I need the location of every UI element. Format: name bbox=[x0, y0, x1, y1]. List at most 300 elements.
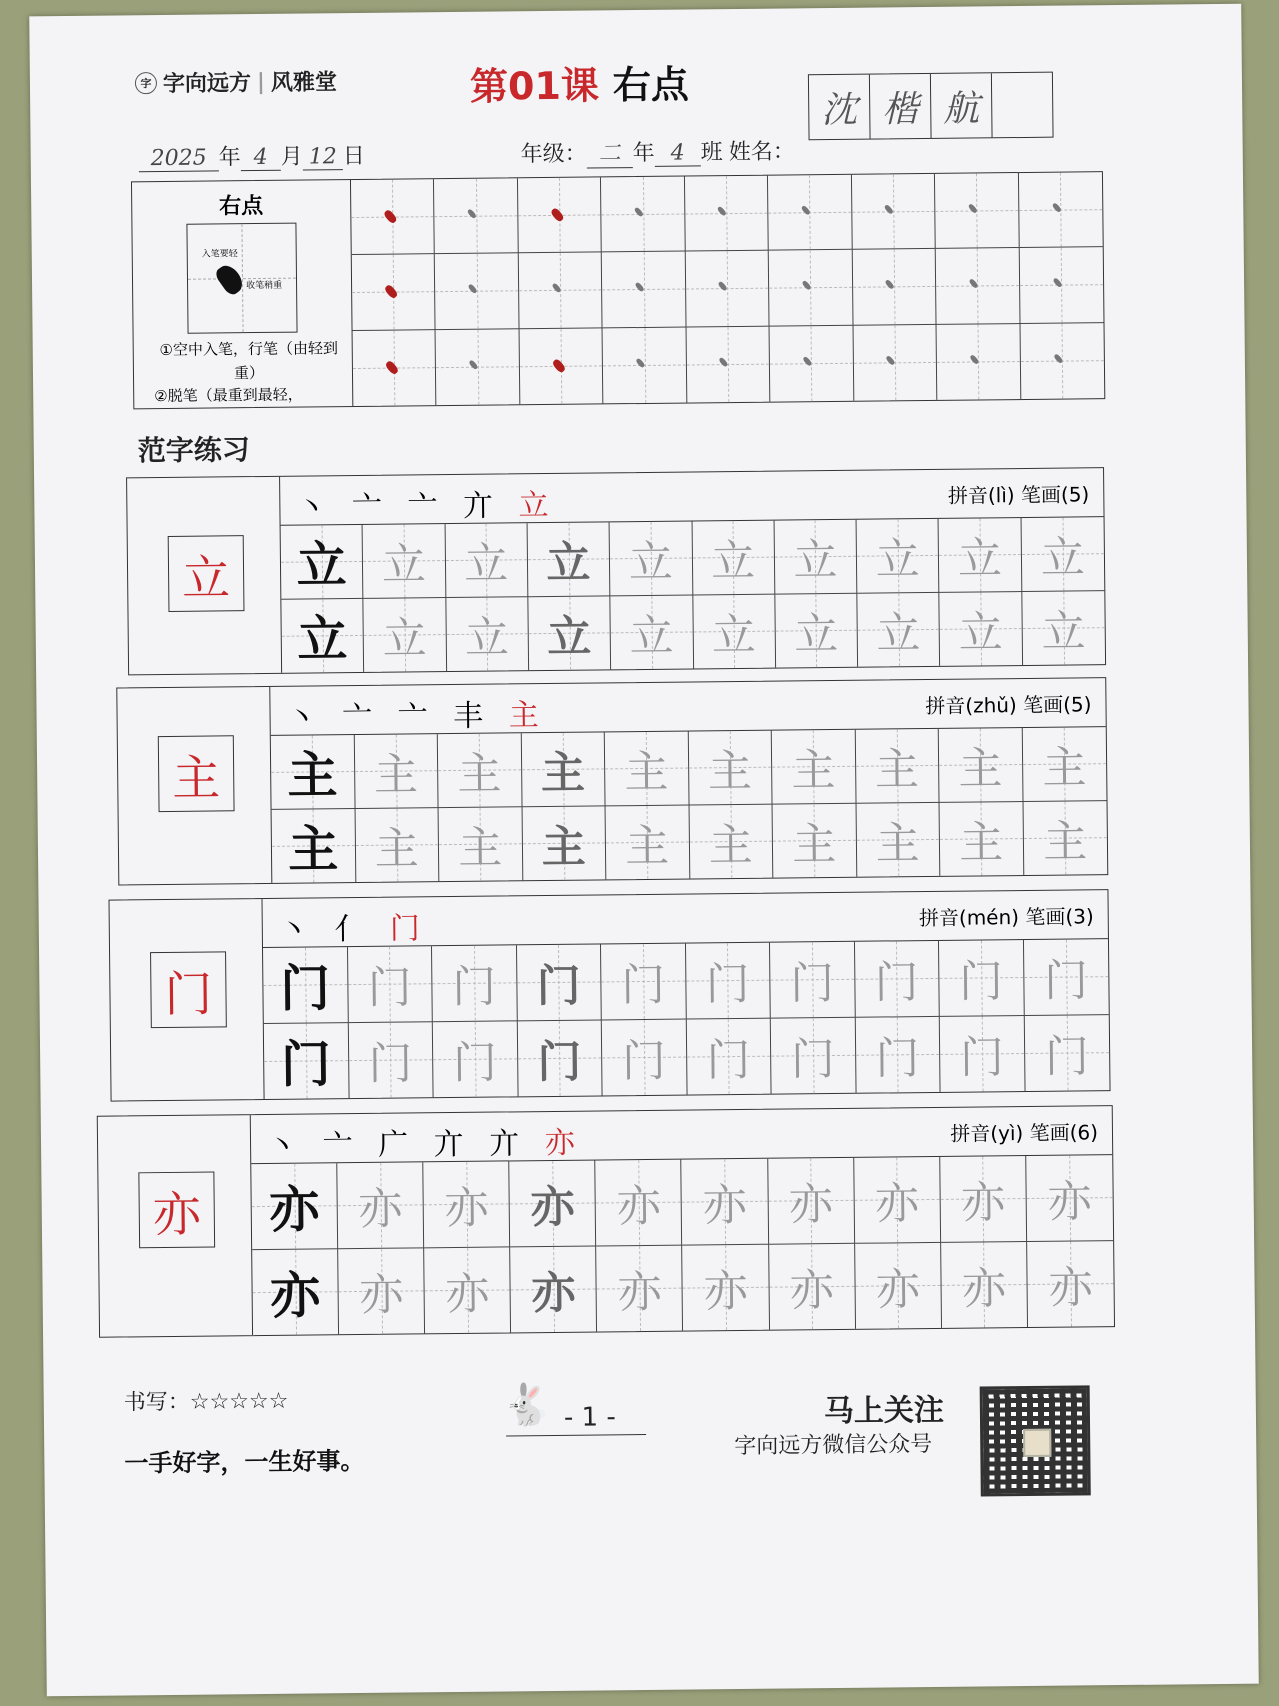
writing-cell[interactable] bbox=[771, 1017, 856, 1093]
name-char: 航 bbox=[931, 73, 993, 138]
writing-cell[interactable] bbox=[363, 524, 446, 598]
writing-cell[interactable] bbox=[939, 728, 1023, 802]
writing-cell[interactable] bbox=[605, 732, 689, 806]
traced-character: 门 bbox=[368, 1038, 413, 1091]
stroke-grid-cell[interactable] bbox=[852, 174, 936, 250]
right-dot-stroke-icon bbox=[717, 205, 727, 216]
stroke-grid-cell[interactable] bbox=[603, 327, 687, 403]
writing-cell[interactable] bbox=[433, 1021, 518, 1097]
name-char: 沈 bbox=[809, 75, 871, 140]
writing-rating bbox=[124, 1384, 289, 1417]
lesson-number: 第01课 bbox=[469, 63, 600, 109]
writing-cell[interactable] bbox=[596, 1160, 683, 1246]
writing-cell[interactable] bbox=[682, 1159, 769, 1245]
model-character: 门 bbox=[279, 959, 331, 1019]
right-dot-stroke-icon bbox=[885, 279, 895, 290]
writing-cell[interactable] bbox=[688, 731, 772, 805]
writing-grid[interactable] bbox=[251, 1155, 1114, 1335]
traced-character: 主 bbox=[708, 820, 753, 872]
traced-character: 亦 bbox=[359, 1269, 404, 1322]
writing-cell[interactable] bbox=[857, 519, 940, 593]
traced-character: 立 bbox=[629, 610, 674, 663]
writing-cell[interactable] bbox=[769, 1243, 856, 1329]
writing-cell[interactable] bbox=[855, 1242, 942, 1328]
traced-character: 主 bbox=[958, 817, 1004, 869]
star-rating-icon[interactable]: ☆☆☆☆☆ bbox=[189, 1388, 289, 1415]
class-label: 班 bbox=[700, 140, 723, 166]
practice-block-li bbox=[126, 467, 1106, 675]
writing-cell[interactable] bbox=[517, 1020, 602, 1096]
writing-cell[interactable] bbox=[601, 944, 686, 1020]
traced-character: 门 bbox=[789, 958, 835, 1010]
stroke-order-final: 门 bbox=[389, 911, 429, 947]
wechat-account-label: 字向远方微信公众号 bbox=[734, 1432, 933, 1460]
stroke-panel-title: 右点 bbox=[219, 193, 264, 220]
traced-character: 亦 bbox=[445, 1268, 490, 1321]
traced-character: 立 bbox=[876, 608, 921, 660]
writing-cell[interactable] bbox=[528, 596, 611, 670]
traced-character: 主 bbox=[707, 746, 753, 798]
char-info bbox=[948, 478, 1090, 508]
traced-character: 主 bbox=[1042, 742, 1087, 795]
traced-character: 门 bbox=[874, 957, 919, 1009]
date-year[interactable]: 2025 bbox=[139, 145, 219, 172]
demo-label-exit: 收笔稍重 bbox=[246, 280, 283, 292]
writing-cell[interactable] bbox=[510, 1246, 597, 1332]
right-dot-stroke-icon bbox=[467, 208, 477, 219]
stroke-grid-cell[interactable] bbox=[601, 177, 685, 253]
char-info bbox=[925, 688, 1091, 719]
writing-cell[interactable] bbox=[855, 1016, 940, 1092]
traced-character: 主 bbox=[791, 819, 837, 871]
char-info bbox=[919, 900, 1094, 931]
writing-cell[interactable] bbox=[940, 592, 1023, 666]
stroke-grid-cell[interactable] bbox=[852, 249, 936, 325]
name-label: 姓名： bbox=[728, 139, 795, 166]
stroke-grid-cell[interactable] bbox=[937, 324, 1021, 400]
right-dot-stroke-icon bbox=[468, 359, 478, 370]
right-dot-stroke-icon bbox=[886, 355, 896, 366]
page-number-underline bbox=[506, 1434, 646, 1436]
traced-character: 亦 bbox=[960, 1177, 1006, 1229]
writing-grid[interactable] bbox=[271, 727, 1107, 883]
writing-cell[interactable] bbox=[854, 1157, 941, 1243]
writing-cell[interactable] bbox=[516, 944, 601, 1020]
traced-character: 门 bbox=[1043, 955, 1089, 1008]
stroke-order-final: 亦 bbox=[544, 1125, 583, 1162]
writing-cell[interactable] bbox=[338, 1248, 425, 1334]
traced-character: 门 bbox=[790, 1034, 836, 1086]
class-line bbox=[521, 134, 795, 169]
writing-cell[interactable] bbox=[1021, 517, 1104, 591]
stroke-grid-cell[interactable] bbox=[518, 177, 602, 253]
writing-cell[interactable] bbox=[856, 802, 940, 876]
writing-cell[interactable] bbox=[941, 1242, 1028, 1328]
year-label: 年 bbox=[218, 145, 241, 171]
page-title bbox=[470, 53, 689, 110]
right-dot-stroke-icon bbox=[884, 204, 894, 215]
pinyin: (zhǔ) bbox=[965, 693, 1017, 718]
model-character: 主 bbox=[287, 820, 339, 879]
writing-cell[interactable] bbox=[685, 943, 770, 1019]
pinyin: (lì) bbox=[987, 483, 1015, 508]
model-character: 立 bbox=[296, 536, 347, 595]
traced-character: 门 bbox=[452, 1037, 498, 1090]
right-dot-stroke-icon bbox=[382, 208, 397, 224]
writing-cell[interactable] bbox=[355, 808, 439, 882]
traced-character: 主 bbox=[958, 743, 1003, 795]
name-field[interactable] bbox=[808, 72, 1054, 141]
stroke-grid-cell[interactable] bbox=[770, 325, 854, 401]
writing-cell[interactable] bbox=[940, 802, 1024, 876]
writing-cell[interactable] bbox=[689, 804, 773, 878]
name-char: 楷 bbox=[870, 74, 932, 139]
writing-cell[interactable] bbox=[693, 594, 776, 668]
traced-character: 亦 bbox=[875, 1264, 921, 1316]
traced-character: 亦 bbox=[530, 1181, 575, 1234]
writing-grid[interactable] bbox=[281, 517, 1105, 673]
model-char-box: 门 bbox=[150, 951, 227, 1028]
traced-character: 主 bbox=[624, 820, 670, 873]
stroke-order bbox=[279, 903, 429, 949]
right-dot-stroke-icon bbox=[967, 203, 977, 214]
writing-cell[interactable] bbox=[432, 945, 517, 1021]
traced-character: 亦 bbox=[874, 1178, 920, 1230]
traced-character: 门 bbox=[367, 962, 412, 1015]
writing-cell[interactable] bbox=[423, 1161, 510, 1247]
stroke-grid-cell[interactable] bbox=[351, 179, 435, 255]
writing-cell[interactable] bbox=[611, 595, 694, 669]
right-dot-stroke-icon bbox=[635, 357, 645, 368]
pinyin: (yì) bbox=[990, 1121, 1024, 1146]
page-number: - 1 - bbox=[563, 1402, 616, 1433]
grade-year-label: 年 bbox=[632, 140, 655, 167]
writing-cell[interactable] bbox=[252, 1249, 339, 1335]
stroke-grid-cell[interactable] bbox=[436, 329, 520, 405]
writing-cell[interactable] bbox=[521, 732, 605, 806]
pinyin-label: 拼音 bbox=[918, 905, 960, 931]
stroke-order-steps: 丶 亻 bbox=[278, 911, 373, 948]
writing-cell[interactable] bbox=[364, 598, 447, 672]
writing-cell[interactable] bbox=[773, 803, 857, 877]
stroke-order bbox=[286, 690, 547, 737]
right-dot-stroke-icon bbox=[802, 356, 812, 367]
writing-cell[interactable] bbox=[1027, 1241, 1114, 1327]
strokes-label: 笔画 bbox=[1023, 692, 1064, 718]
traced-character: 主 bbox=[457, 748, 502, 801]
demo-label-entry: 入笔要轻 bbox=[201, 249, 238, 260]
stroke-grid-cell[interactable] bbox=[936, 248, 1020, 324]
traced-character: 主 bbox=[374, 823, 419, 876]
writing-cell[interactable] bbox=[424, 1247, 511, 1333]
stroke-order-steps: 丶 亠 亠 丰 bbox=[286, 698, 492, 736]
model-character: 亦 bbox=[268, 1180, 320, 1240]
right-dot-stroke-icon bbox=[551, 283, 561, 294]
stroke-order bbox=[267, 1118, 583, 1165]
traced-character: 亦 bbox=[1048, 1262, 1093, 1315]
stroke-note-1: ①空中入笔，行笔（由轻到重） bbox=[159, 339, 339, 383]
model-character: 主 bbox=[287, 746, 338, 805]
writing-cell[interactable] bbox=[445, 523, 528, 597]
stroke-grid-cell[interactable] bbox=[435, 254, 519, 330]
writing-cell[interactable] bbox=[610, 521, 693, 595]
traced-character: 主 bbox=[541, 821, 586, 874]
right-dot-stroke-icon bbox=[549, 207, 564, 223]
writing-cell[interactable] bbox=[263, 947, 348, 1023]
writing-cell[interactable] bbox=[772, 730, 856, 804]
stroke-demo-box bbox=[186, 223, 297, 334]
writing-cell[interactable] bbox=[775, 593, 858, 667]
writing-cell[interactable] bbox=[940, 1016, 1025, 1092]
writing-cell[interactable] bbox=[348, 1022, 433, 1098]
stroke-note-2: ②脱笔（最重到最轻， bbox=[154, 385, 303, 406]
traced-character: 主 bbox=[373, 749, 419, 802]
traced-character: 主 bbox=[791, 745, 836, 797]
traced-character: 立 bbox=[710, 536, 756, 588]
right-dot-stroke-icon bbox=[384, 359, 399, 375]
traced-character: 主 bbox=[624, 746, 669, 799]
writing-cell[interactable] bbox=[527, 522, 610, 596]
class-field[interactable]: 4 bbox=[655, 140, 701, 166]
model-char-box: 主 bbox=[158, 735, 235, 812]
strokes-label: 笔画 bbox=[1020, 482, 1062, 508]
traced-character: 主 bbox=[875, 818, 920, 870]
writing-cell[interactable] bbox=[854, 941, 939, 1017]
traced-character: 立 bbox=[464, 612, 510, 665]
traced-character: 门 bbox=[537, 1036, 582, 1089]
writing-cell[interactable] bbox=[438, 733, 522, 807]
stroke-count: (3) bbox=[1065, 904, 1094, 929]
right-dot-stroke-icon bbox=[968, 278, 978, 289]
writing-cell[interactable] bbox=[446, 597, 529, 671]
traced-character: 立 bbox=[711, 610, 757, 662]
right-dot-stroke-icon bbox=[1052, 277, 1062, 288]
traced-character: 立 bbox=[381, 539, 427, 591]
writing-cell[interactable] bbox=[348, 946, 433, 1022]
right-dot-stroke-icon bbox=[634, 206, 644, 217]
model-character: 立 bbox=[297, 610, 348, 669]
stroke-grid-cell[interactable] bbox=[686, 326, 770, 402]
writing-cell[interactable] bbox=[1022, 727, 1106, 801]
follow-heading: 马上关注 bbox=[823, 1392, 945, 1430]
stroke-practice-panel bbox=[131, 171, 1105, 409]
writing-cell[interactable] bbox=[1023, 939, 1108, 1015]
traced-character: 亦 bbox=[444, 1182, 489, 1235]
traced-character: 立 bbox=[957, 533, 1003, 585]
traced-character: 亦 bbox=[617, 1267, 662, 1319]
traced-character: 立 bbox=[547, 611, 592, 664]
traced-character: 门 bbox=[706, 1035, 751, 1087]
traced-character: 立 bbox=[1041, 606, 1086, 659]
writing-cell[interactable] bbox=[354, 734, 438, 808]
writing-cell[interactable] bbox=[522, 806, 606, 880]
pinyin-label: 拼音 bbox=[925, 693, 966, 719]
traced-character: 亦 bbox=[703, 1266, 748, 1318]
traced-character: 亦 bbox=[789, 1265, 835, 1317]
right-dot-stroke-icon bbox=[1053, 353, 1063, 364]
rabbit-icon: 🐇 bbox=[501, 1381, 552, 1429]
pinyin-label: 拼音 bbox=[950, 1121, 991, 1146]
traced-character: 亦 bbox=[961, 1263, 1007, 1315]
rating-label: 书写： bbox=[123, 1389, 190, 1416]
right-dot-stroke-icon bbox=[1051, 202, 1061, 213]
stroke-order-final: 主 bbox=[508, 698, 547, 734]
right-dot-stroke-icon bbox=[969, 354, 979, 365]
writing-cell[interactable] bbox=[1026, 1155, 1113, 1241]
traced-character: 门 bbox=[705, 959, 750, 1011]
stroke-grid-cell[interactable] bbox=[935, 173, 1019, 249]
writing-cell[interactable] bbox=[606, 805, 690, 879]
stroke-grid-cell[interactable] bbox=[686, 251, 770, 327]
traced-character: 亦 bbox=[702, 1180, 748, 1232]
traced-character: 亦 bbox=[788, 1179, 834, 1231]
stroke-grid-cell[interactable] bbox=[353, 330, 437, 406]
stroke-grid-cell[interactable] bbox=[519, 253, 603, 329]
writing-cell[interactable] bbox=[683, 1244, 770, 1330]
model-character: 亦 bbox=[269, 1266, 321, 1326]
grade-label: 年级： bbox=[520, 141, 587, 168]
right-dot-stroke-icon bbox=[719, 356, 729, 367]
traced-character: 门 bbox=[536, 960, 581, 1013]
stroke-practice-grid[interactable] bbox=[351, 172, 1104, 406]
qr-code-icon[interactable] bbox=[980, 1385, 1091, 1496]
stroke-grid-cell[interactable] bbox=[1019, 247, 1103, 323]
model-char-box: 立 bbox=[168, 535, 245, 612]
writing-cell[interactable] bbox=[439, 807, 523, 881]
stroke-grid-cell[interactable] bbox=[1020, 323, 1104, 399]
writing-cell[interactable] bbox=[855, 729, 939, 803]
writing-cell[interactable] bbox=[281, 598, 364, 672]
traced-character: 亦 bbox=[1047, 1176, 1092, 1229]
traced-character: 门 bbox=[1044, 1031, 1090, 1084]
date-day[interactable]: 12 bbox=[303, 144, 343, 170]
model-character: 门 bbox=[280, 1035, 332, 1095]
right-dot-stroke-icon bbox=[551, 358, 566, 374]
right-dot-stroke-icon bbox=[468, 283, 478, 294]
writing-cell[interactable] bbox=[272, 809, 356, 883]
writing-cell[interactable] bbox=[857, 592, 940, 666]
stroke-count: (5) bbox=[1063, 692, 1092, 717]
traced-character: 门 bbox=[621, 1036, 667, 1088]
practice-block-men bbox=[108, 889, 1110, 1101]
traced-character: 门 bbox=[959, 1032, 1005, 1084]
writing-cell[interactable] bbox=[337, 1162, 424, 1248]
writing-cell[interactable] bbox=[264, 1023, 349, 1099]
writing-cell[interactable] bbox=[1024, 1015, 1109, 1091]
stroke-order-steps: 丶 亠 广 亣 亣 bbox=[266, 1126, 528, 1164]
brand-name-2: 风雅堂 bbox=[270, 69, 338, 96]
writing-cell[interactable] bbox=[686, 1018, 771, 1094]
writing-cell[interactable] bbox=[692, 521, 775, 595]
date-line bbox=[139, 139, 365, 172]
writing-cell[interactable] bbox=[770, 942, 855, 1018]
stroke-grid-cell[interactable] bbox=[768, 175, 852, 251]
traced-character: 主 bbox=[540, 747, 586, 800]
brand-logo bbox=[135, 65, 337, 98]
traced-character: 立 bbox=[463, 538, 509, 591]
right-dot-stroke-icon bbox=[383, 284, 398, 300]
stroke-grid-cell[interactable] bbox=[434, 178, 518, 254]
grade-field[interactable]: 二 bbox=[587, 136, 633, 168]
writing-cell[interactable] bbox=[271, 735, 355, 809]
practice-block-yi bbox=[97, 1105, 1115, 1338]
traced-character: 主 bbox=[874, 744, 920, 796]
traced-character: 立 bbox=[628, 536, 674, 589]
month-label: 月 bbox=[280, 144, 303, 170]
pinyin: (mén) bbox=[958, 905, 1020, 930]
stroke-order-steps: 丶 亠 亠 亣 bbox=[296, 488, 502, 526]
brand-seal-icon: 字 bbox=[135, 72, 157, 94]
brand-separator: | bbox=[256, 68, 266, 95]
stroke-grid-cell[interactable] bbox=[602, 252, 686, 328]
traced-character: 主 bbox=[1042, 816, 1088, 869]
writing-cell[interactable] bbox=[510, 1161, 597, 1247]
writing-cell[interactable] bbox=[281, 525, 364, 599]
worksheet-page bbox=[29, 4, 1259, 1697]
stroke-grid-cell[interactable] bbox=[685, 176, 769, 252]
practice-block-zhu bbox=[116, 677, 1108, 885]
writing-cell[interactable] bbox=[602, 1019, 687, 1095]
writing-cell[interactable] bbox=[939, 518, 1022, 592]
writing-cell[interactable] bbox=[939, 940, 1024, 1016]
section-title: 范字练习 bbox=[137, 433, 250, 468]
writing-cell[interactable] bbox=[768, 1158, 855, 1244]
name-char bbox=[992, 73, 1053, 138]
stroke-order-final: 立 bbox=[518, 487, 557, 524]
writing-cell[interactable] bbox=[1022, 591, 1105, 665]
qr-logo-icon bbox=[1023, 1429, 1051, 1457]
motto: 一手好字，一生好事。 bbox=[124, 1446, 365, 1478]
traced-character: 门 bbox=[958, 956, 1004, 1008]
writing-grid[interactable] bbox=[263, 939, 1110, 1099]
right-dot-stroke-icon bbox=[801, 280, 811, 291]
traced-character: 门 bbox=[451, 961, 497, 1014]
stroke-instructions bbox=[132, 180, 353, 408]
writing-cell[interactable] bbox=[774, 520, 857, 594]
traced-character: 立 bbox=[546, 537, 591, 590]
writing-cell[interactable] bbox=[597, 1245, 684, 1331]
stroke-name: 右点 bbox=[612, 62, 690, 108]
writing-cell[interactable] bbox=[940, 1156, 1027, 1242]
traced-character: 立 bbox=[958, 607, 1004, 659]
traced-character: 门 bbox=[875, 1033, 920, 1085]
writing-cell[interactable] bbox=[251, 1163, 338, 1249]
traced-character: 亦 bbox=[616, 1181, 661, 1233]
stroke-grid-cell[interactable] bbox=[853, 325, 937, 401]
traced-character: 立 bbox=[793, 535, 838, 587]
day-label: 日 bbox=[342, 143, 365, 170]
stroke-grid-cell[interactable] bbox=[519, 328, 603, 404]
writing-cell[interactable] bbox=[1023, 801, 1107, 875]
traced-character: 亦 bbox=[531, 1267, 576, 1320]
traced-character: 立 bbox=[382, 613, 427, 665]
stroke-grid-cell[interactable] bbox=[352, 254, 436, 330]
traced-character: 主 bbox=[457, 822, 503, 875]
right-dot-stroke-icon bbox=[718, 281, 728, 292]
traced-character: 立 bbox=[875, 534, 920, 586]
traced-character: 立 bbox=[793, 609, 839, 661]
traced-character: 门 bbox=[620, 960, 666, 1012]
traced-character: 亦 bbox=[358, 1183, 403, 1236]
stroke-grid-cell[interactable] bbox=[769, 250, 853, 326]
right-dot-stroke-icon bbox=[800, 205, 810, 216]
stroke-count: (6) bbox=[1069, 1120, 1099, 1145]
date-month[interactable]: 4 bbox=[241, 145, 281, 171]
char-info bbox=[950, 1116, 1098, 1147]
model-char-box: 亦 bbox=[138, 1172, 215, 1249]
stroke-grid-cell[interactable] bbox=[1018, 172, 1102, 248]
strokes-label: 笔画 bbox=[1029, 1120, 1070, 1145]
